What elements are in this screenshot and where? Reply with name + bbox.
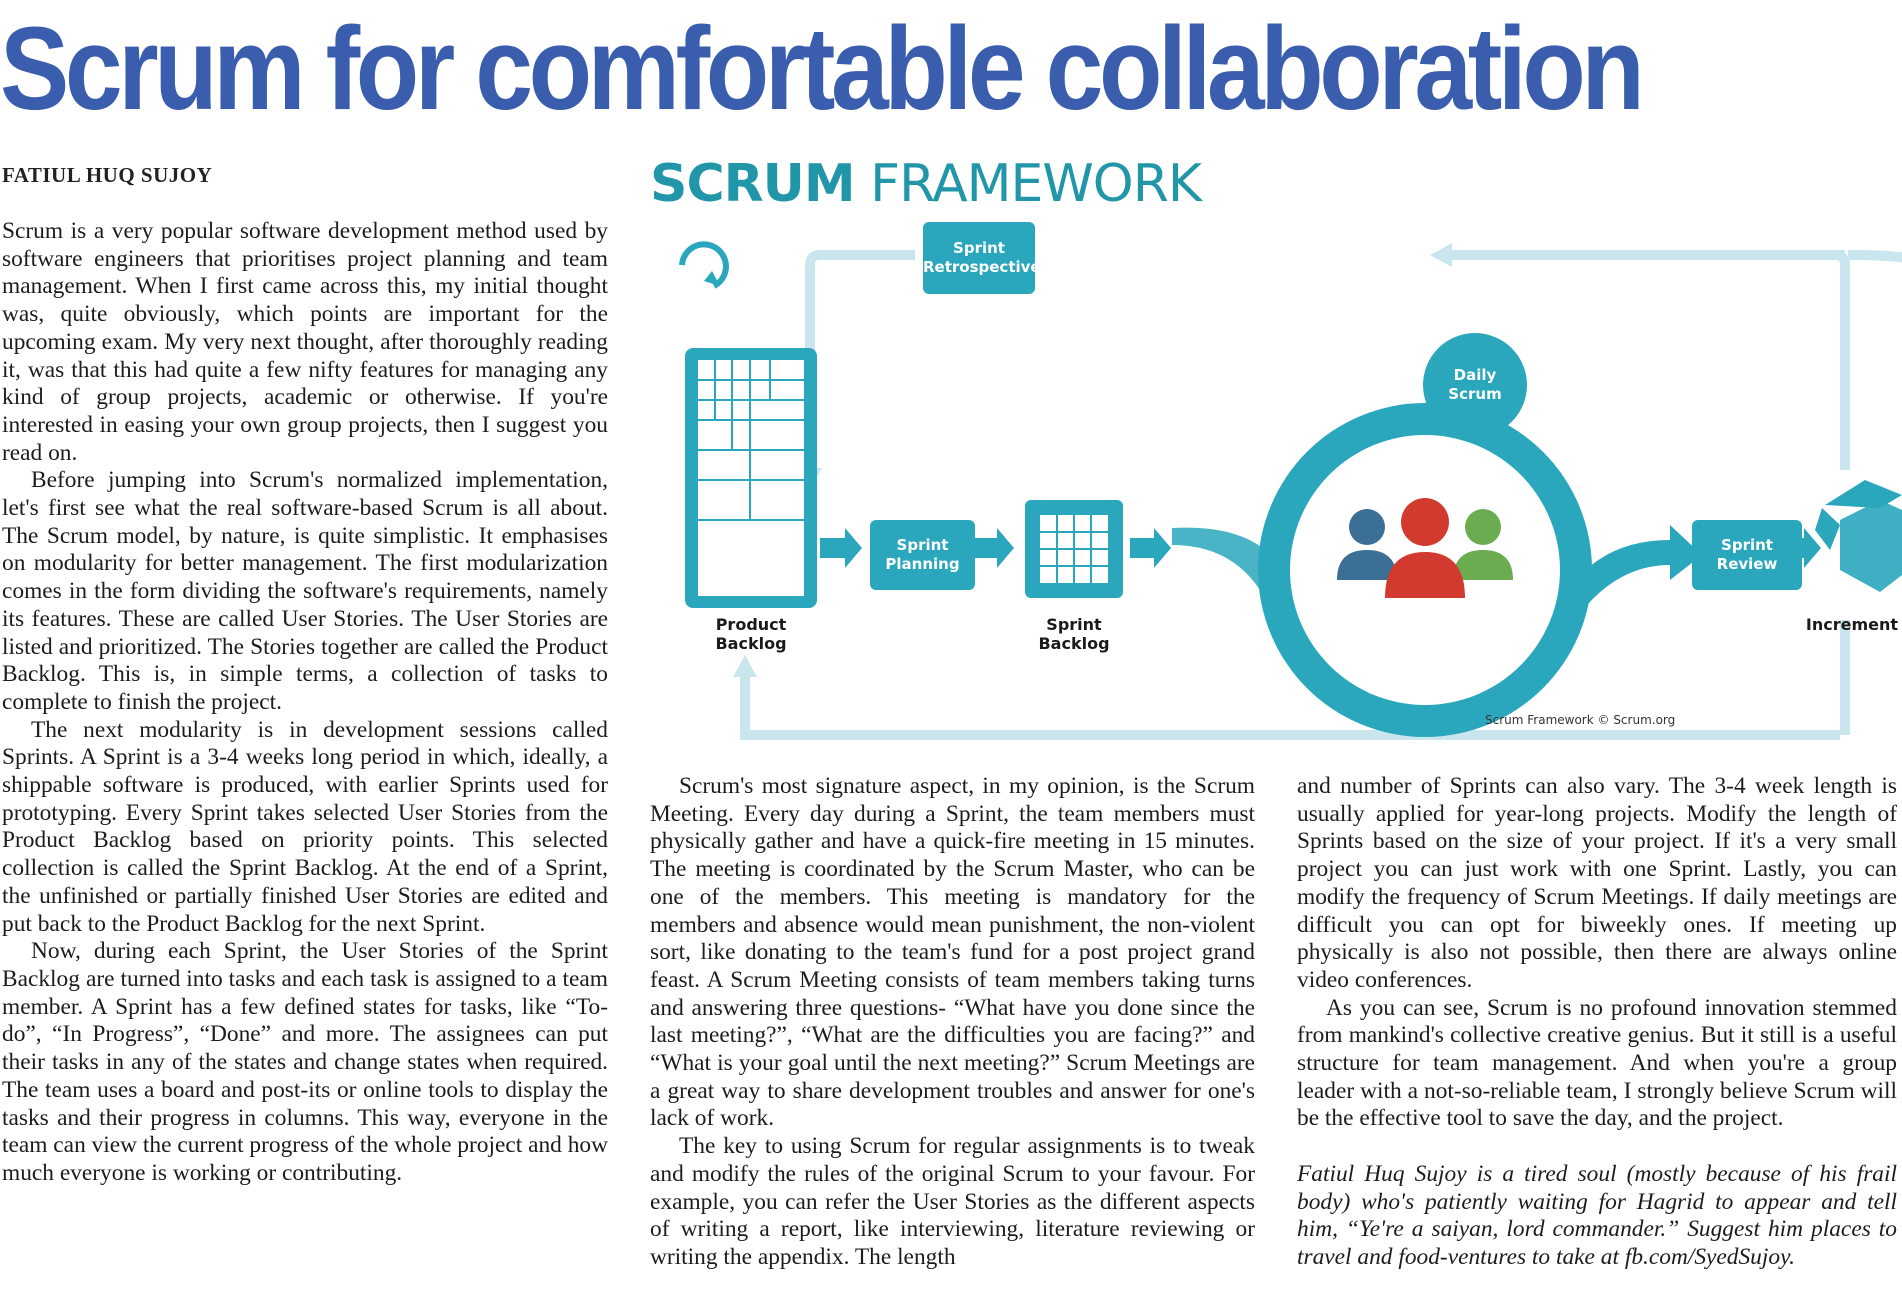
paragraph: Scrum's most signature aspect, in my opinion, is the Scrum Meeting. Every day during a Sprint, the team members must physically gather and have a quick-fire meeting in 15 minutes. The meeting is coordinated by the Scrum Master, who can be one of the members. This meeting is mandatory for the members and absence would mean punishment, the non-violent sort, like donating to the team's fund for a post project grand feast. A Scrum Meeting consists of team members taking turns and answering three questions- “What have you done since the last meeting?”, “What are the difficulties you are facing?” and “What is your goal until the next meeting?” Scrum Meetings are a great way to share development troubles and answer for one's lack of work. <box>650 773 1255 1132</box>
daily-scrum-label: Daily Scrum <box>1448 366 1502 403</box>
paragraph: Now, during each Sprint, the User Stories of the Sprint Backlog are turned into tasks and each task is assigned to a team member. A Sprint has a few defined states for tasks, like “To-do”, “In Progress”, “Done” and more. The assignees can put their tasks in any of the states and change states when required. The team uses a board and post-its or online tools to display the tasks and their progress in columns. This way, everyone in the team can view the current progress of the whole project and how much everyone is working or contributing. <box>2 938 608 1186</box>
arrow-left <box>1430 243 1452 267</box>
scrum-framework-diagram <box>640 150 1902 760</box>
sweep-arrow-in <box>1172 528 1265 590</box>
author-bio: Fatiul Huq Sujoy is a tired soul (mostly because of his frail body) who's patiently waiting for Hagrid to appear and tell him, “Ye're a saiyan, lord commander.” Suggest him places to travel and food-ventures to take at fb.com/SyedSujoy. <box>1297 1160 1897 1270</box>
article-column-2 <box>650 773 1255 1272</box>
product-backlog-label: Product Backlog <box>715 615 787 653</box>
paragraph: The key to using Scrum for regular assignments is to tweak and modify the rules of the original Scrum to your favour. For example, you can refer the User Stories as the different aspects of writing a report, like interviewing, literature reviewing or writing the appendix. The length <box>650 1133 1255 1270</box>
sprint-review-label: Sprint Review <box>1716 536 1778 573</box>
sprint-retrospective-label: Sprint Retrospective <box>923 239 1041 276</box>
arrow-up <box>733 655 757 677</box>
paragraph: Before jumping into Scrum's normalized implementation, let's first see what the real software-based Scrum is all about. The Scrum model, by nature, is quite simplistic. It emphasises on modularity for better management. The first modularization comes in the form dividing the software's requirements, namely its features. These are called User Stories. The User Stories are listed and prioritized. The Stories together are called the Product Backlog. This is, in simple terms, a collection of tasks to complete to finish the project. <box>2 467 608 715</box>
headline: Scrum for comfortable collaboration <box>0 3 1641 135</box>
paragraph: The next modularity is in development sessions called Sprints. A Sprint is a 3-4 weeks long period in which, ideally, a shippable software is produced, with earlier Sprints used for prototyping. Every Sprint takes selected User Stories from the Product Backlog based on priority points. This selected collection is called the Sprint Backlog. At the end of a Sprint, the unfinished or partially finished User Stories are edited and put back to the Product Backlog for the next Sprint. <box>2 716 608 937</box>
paragraph: Scrum is a very popular software development method used by software engineers that prioritises project planning and team management. When I first came across this, my initial thought was, quite obviously, which points are important for the upcoming exam. My very next thought, after thoroughly reading it, was that this had quite a few nifty features for managing any kind of group projects, academic or otherwise. If you're interested in easing your own group projects, then I suggest you read on. <box>2 218 608 466</box>
scrum-team-label: 1 Scrum Team <box>1365 655 1485 699</box>
sprint-planning-label: Sprint Planning <box>885 536 960 573</box>
product-backlog-icon <box>685 348 817 608</box>
diagram-credit: Scrum Framework © Scrum.org <box>1485 713 1676 727</box>
bottom-loop <box>745 670 1840 735</box>
increment-label: Increment <box>1805 615 1899 634</box>
sprint-backlog-icon <box>1025 500 1123 598</box>
framework-title: SCRUM FRAMEWORK <box>650 154 1201 214</box>
author-byline: FATIUL HUQ SUJOY <box>2 163 213 187</box>
diagram-graphic <box>640 150 1902 760</box>
article-column-1 <box>2 218 608 1188</box>
article-column-3 <box>1297 773 1897 1272</box>
sprint-backlog-label: Sprint Backlog <box>1038 615 1110 653</box>
paragraph: As you can see, Scrum is no profound innovation stemmed from mankind's collective creative genius. But it still is a useful structure for team management. And when you're a group leader with a not-so-reliable team, I strongly believe Scrum will be the effective tool to save the day, and the project. <box>1297 994 1897 1132</box>
refresh-icon <box>682 244 726 286</box>
paragraph: and number of Sprints can also vary. The 3-4 week length is usually applied for year-long projects. Modify the length of Sprints based on the size of your project. If it's a very small project you can just work with one Sprint. Lastly, you can modify the frequency of Scrum Meetings. If daily meetings are difficult you can opt for biweekly ones. If meeting up physically is also not possible, then there are always online video conferences. <box>1297 773 1897 993</box>
increment-box-icon <box>1815 480 1902 592</box>
